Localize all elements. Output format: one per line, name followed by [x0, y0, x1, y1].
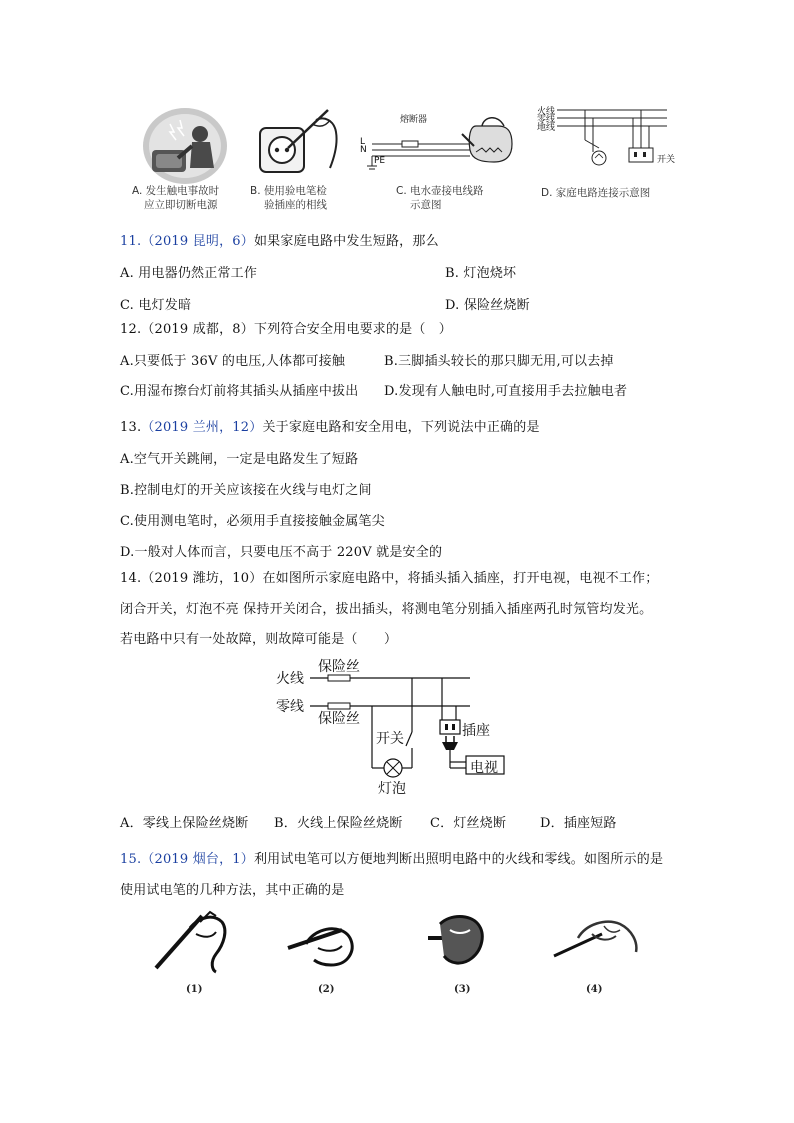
circuit-tv-label: 电视	[470, 760, 498, 776]
question-14-source: （2019 潍坊，10）	[141, 571, 263, 586]
question-11-option-d: D. 保险丝烧断	[445, 298, 530, 313]
question-14-option-c: C．灯丝烧断	[430, 816, 507, 831]
question-11-option-c: C. 电灯发暗	[120, 298, 192, 313]
figure-c-caption-line2: 示意图	[410, 199, 442, 211]
figure-b-caption-line2: 验插座的相线	[264, 199, 327, 211]
question-14-option-b: B．火线上保险丝烧断	[274, 816, 403, 831]
question-12-number: 12.	[120, 322, 142, 337]
question-13-option-c: C.使用测电笔时，必须用手直接接触金属笔尖	[120, 514, 385, 529]
figure-c	[358, 104, 528, 216]
question-11-number: 11.	[120, 234, 142, 249]
tester-pen-method-3	[420, 908, 510, 998]
figure-b	[250, 106, 360, 214]
method-2-label: (2)	[318, 984, 335, 995]
hand-holding-pen-4-illustration	[548, 908, 648, 973]
question-13-source: （2019 兰州，12）	[141, 420, 263, 435]
tester-pen-method-4	[548, 908, 648, 998]
question-14-circuit-diagram	[270, 660, 520, 800]
question-14-text: 在如图所示家庭电路中，将插头插入插座，打开电视，电视不工作；	[262, 571, 659, 586]
circuit-neutral-wire-label: 零线	[276, 699, 304, 715]
question-14-line2: 闭合开关，灯泡不亮 保持开关闭合，拔出插头，将测电笔分别插入插座两孔时氖管均发光。	[120, 602, 653, 617]
figure-b-caption-line1: B. 使用验电笔检	[250, 185, 327, 197]
tester-pen-socket-illustration	[250, 106, 350, 181]
question-15-line1	[120, 848, 663, 867]
tester-pen-method-1	[150, 908, 240, 998]
figure-c-caption-line1: C. 电水壶接电线路	[396, 185, 484, 197]
question-12-source: （2019 成都，8）	[141, 322, 254, 337]
electric-shock-illustration	[130, 106, 240, 186]
figure-a	[130, 106, 240, 214]
question-15-source: （2019 烟台，1）	[141, 852, 254, 867]
question-13-stem	[120, 416, 540, 435]
d-ground-label: 地线	[537, 123, 556, 133]
fuse-label: 熔断器	[400, 115, 428, 125]
figure-d-caption: D. 家庭电路连接示意图	[541, 187, 651, 199]
circuit-fuse1-label: 保险丝	[318, 659, 360, 675]
method-3-label: (3)	[454, 984, 471, 995]
question-14-option-d: D．插座短路	[540, 816, 617, 831]
method-1-label: (1)	[186, 984, 203, 995]
circuit-bulb-label: 灯泡	[378, 781, 406, 797]
question-14-option-a: A．零线上保险丝烧断	[120, 816, 249, 831]
question-12-option-d: D.发现有人触电时,可直接用手去拉触电者	[384, 384, 628, 399]
question-11-option-a: A. 用电器仍然正常工作	[120, 266, 258, 281]
line-PE-label: PE	[374, 156, 386, 166]
question-11-option-b: B. 灯泡烧坏	[445, 266, 517, 281]
figure-a-caption-line1: A. 发生触电事故时	[132, 185, 220, 197]
question-15-number: 15.	[120, 852, 142, 867]
method-4-label: (4)	[586, 984, 603, 995]
line-L-label: L	[360, 137, 366, 147]
d-neutral-label: 零线	[537, 115, 556, 125]
question-14-number: 14.	[120, 571, 142, 586]
question-13-text: 关于家庭电路和安全用电，下列说法中正确的是	[262, 420, 540, 435]
hand-holding-pen-1-illustration	[150, 908, 240, 973]
household-circuit-diagram	[535, 100, 675, 180]
hand-holding-pen-2-illustration	[282, 908, 372, 973]
circuit-socket-label: 插座	[462, 723, 490, 739]
figure-a-caption-line2: 应立即切断电源	[144, 199, 218, 211]
question-15-text: 利用试电笔可以方便地判断出照明电路中的火线和零线。如图所示的是	[253, 852, 664, 867]
question-12-option-a: A.只要低于 36V 的电压,人体都可接触	[120, 354, 346, 369]
circuit-switch-label: 开关	[376, 731, 404, 747]
line-N-label: N	[360, 145, 367, 155]
d-switch-label: 开关	[657, 155, 676, 165]
question-15-line2: 使用试电笔的几种方法，其中正确的是	[120, 883, 345, 898]
figure-d	[535, 100, 685, 210]
circuit-fuse2-label: 保险丝	[318, 711, 360, 727]
d-live-label: 火线	[537, 107, 556, 117]
question-13-option-d: D.一般对人体而言，只要电压不高于 220V 就是安全的	[120, 545, 443, 560]
question-12-option-c: C.用湿布擦台灯前将其插头从插座中拔出	[120, 384, 359, 399]
hand-holding-pen-3-illustration	[420, 908, 510, 973]
question-13-option-b: B.控制电灯的开关应该接在火线与电灯之间	[120, 483, 372, 498]
question-13-number: 13.	[120, 420, 142, 435]
question-11-stem	[120, 230, 439, 249]
question-13-option-a: A.空气开关跳闸，一定是电路发生了短路	[120, 452, 359, 467]
question-12-option-b: B.三脚插头较长的那只脚无用,可以去掉	[384, 354, 614, 369]
question-12-stem	[120, 318, 452, 337]
question-11-text: 如果家庭电路中发生短路，那么	[253, 234, 439, 249]
tester-pen-method-2	[282, 908, 372, 998]
question-14-line1	[120, 567, 658, 586]
question-12-text: 下列符合安全用电要求的是（ ）	[253, 322, 452, 337]
question-14-line3: 若电路中只有一处故障，则故障可能是（ ）	[120, 632, 398, 647]
question-11-source: （2019 昆明，6）	[141, 234, 254, 249]
circuit-live-wire-label: 火线	[276, 671, 304, 687]
